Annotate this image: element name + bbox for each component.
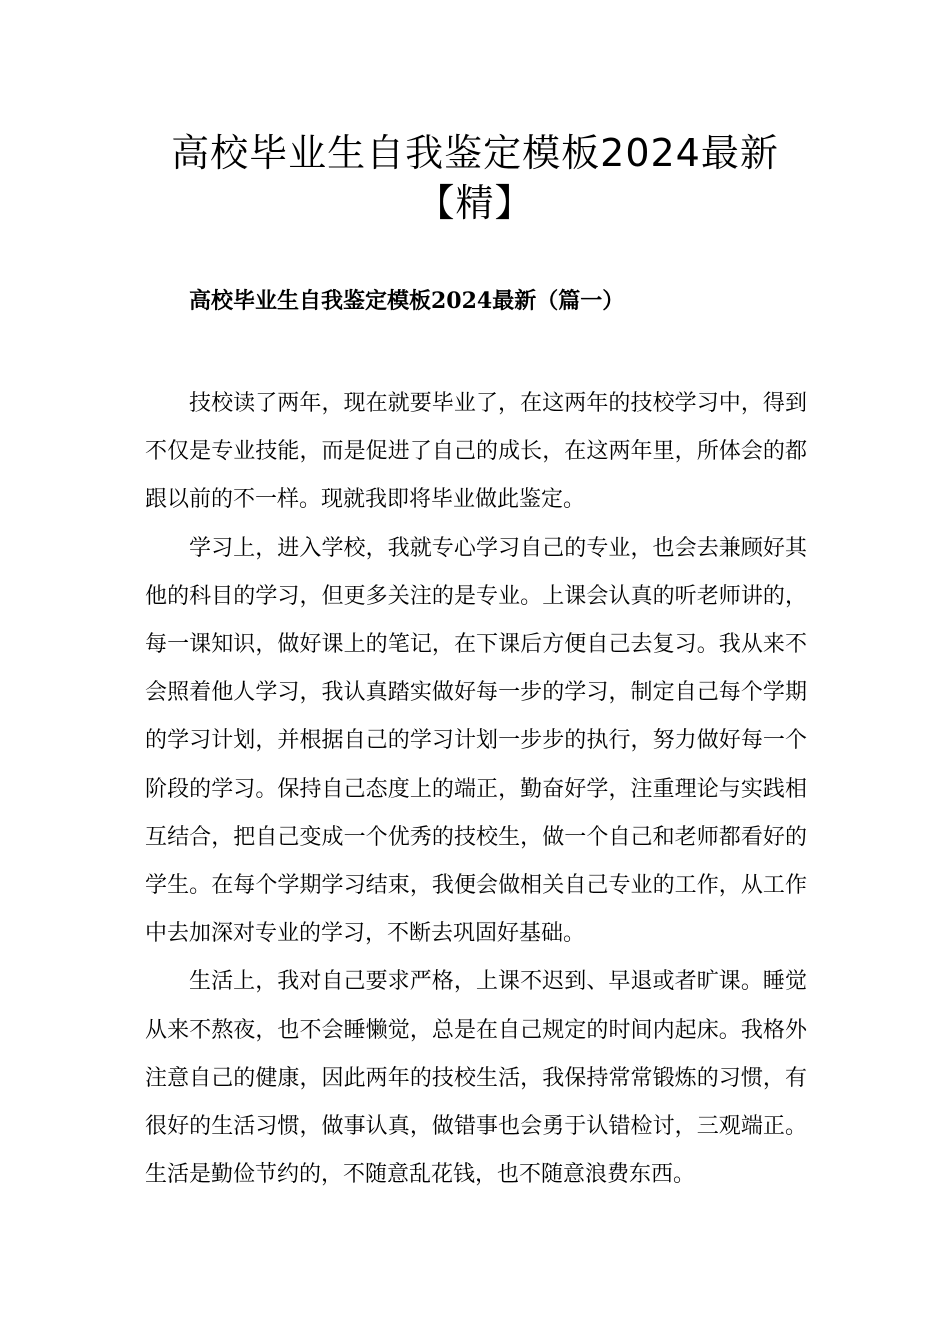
paragraph-life: 生活上，我对自己要求严格，上课不迟到、早退或者旷课。睡觉从来不熬夜，也不会睡懒觉，总是在自己规定的时间内起床。我格外注意自己的健康，因此两年的技校生活，我保持常常锻炼的习惯，有很好的生活习惯，做事认真，做错事也会勇于认错检讨，三观端正。生活是勤俭节约的，不随意乱花钱，也不随意浪费东西。	[145, 969, 807, 1188]
paragraph-study: 学习上，进入学校，我就专心学习自己的专业，也会去兼顾好其他的科目的学习，但更多关注的是专业。上课会认真的听老师讲的，每一课知识，做好课上的笔记，在下课后方便自己去复习。我从来不会照着他人学习，我认真踏实做好每一步的学习，制定自己每个学期的学习计划，并根据自己的学习计划一步步的执行，努力做好每一个阶段的学习。保持自己态度上的端正，勤奋好学，注重理论与实践相互结合，把自己变成一个优秀的技校生，做一个自己和老师都看好的学生。在每个学期学习结束，我便会做相关自己专业的工作，从工作中去加深对专业的学习，不断去巩固好基础。	[145, 535, 807, 947]
section-heading: 高校毕业生自我鉴定模板2024最新（篇一）	[189, 288, 625, 314]
document-title-suffix: 【精】	[416, 181, 534, 225]
document-body	[145, 380, 807, 1199]
paragraph-intro: 技校读了两年，现在就要毕业了，在这两年的技校学习中，得到不仅是专业技能，而是促进了自己的成长，在这两年里，所体会的都跟以前的不一样。现就我即将毕业做此鉴定。	[145, 391, 807, 513]
document-title: 高校毕业生自我鉴定模板2024最新	[171, 131, 779, 175]
